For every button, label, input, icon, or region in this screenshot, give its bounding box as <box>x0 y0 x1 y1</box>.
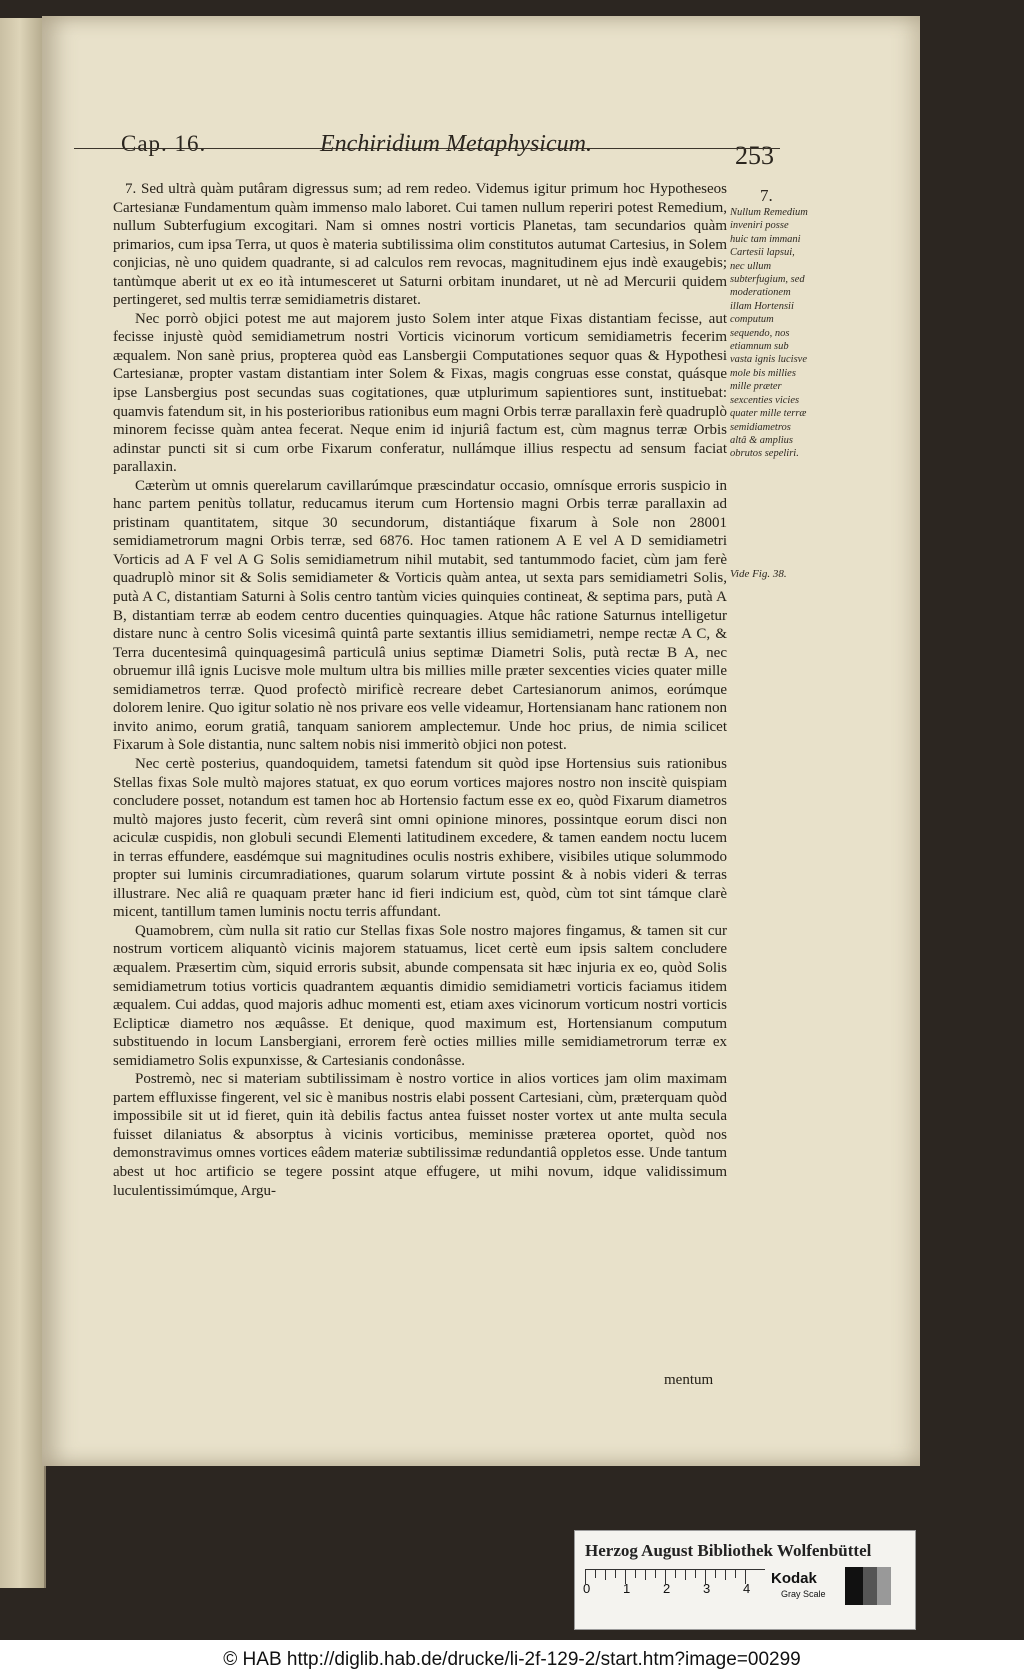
footer-bar <box>0 1640 1024 1680</box>
body-text <box>113 180 727 1200</box>
page-number: 253 <box>735 141 774 170</box>
running-head-title: Enchiridium Metaphysicum. <box>320 131 592 157</box>
sidenote-number: 7. <box>760 186 773 205</box>
gray-swatch-black <box>845 1567 863 1605</box>
paragraph: Nec porrò objici potest me aut majorem justo Solem inter atque Fixas distantiam fecisse, aut fecisse injustè quòd semidiametrum nostri Vorticis vicinorum vorticum semidiametris fecerim æqualem. Non sanè prius, propterea quòd eas Lansbergii Computationes sequor quas & Hypothesi Cartesianæ, propter vastam distantiam inter Solem & Fixas, magis congruas esse constat, quásque ipse Lansbergius post secundas suas cogitationes, quæ utplurimum sapientiores sunt, instituebat: quamvis fatendum sit, in his posterioribus rationibus eum magni Orbis terræ parallaxin ferè quadruplò minorem fecisse quàm antea fecerat. Neque enim id injuriâ factum est, cùm magnus terræ Orbis adinstar puncti sit si cum orbe Fixarum conferatur, nullámque illius respectu ad sensum faciat parallaxin. <box>113 310 727 476</box>
paragraph: Quamobrem, cùm nulla sit ratio cur Stellas fixas Sole nostro majores fingamus, & tamen sit cur nostrum vorticem aliquantò vicinis majorem statuamus, licet certè eum ipsis saltem concludere æqualem. Præsertim cùm, siquid erroris subsit, abunde compensata sit hæc injuria ex eo, quòd Solis semidiametrum totius vorticis quadrantem æquantis dimidio semidiametri vorticis faciamus itidem æqualem. Cui addas, quod majoris adhuc momenti est, etiam axes vicinorum vorticum nostri vorticis Eclipticæ diametro nos æquâsse. Et denique, quod maximum est, Hortensianum computum substituendo in locum Lansbergiani, errorem ferè octies millies mille semidiametrorum terræ ex semidiametro Solis expunxisse, & Cartesianis condonâsse. <box>113 922 727 1069</box>
ruler-tick <box>675 1570 676 1578</box>
ruler-tick <box>735 1570 736 1578</box>
ruler-tick <box>595 1570 596 1578</box>
ruler-tick <box>605 1570 606 1580</box>
paragraph: Nec certè posterius, quandoquidem, tametsi fatendum sit quòd ipse Hortensius suis rationibus Stellas fixas Sole multò majores statuat, ex quo eorum vortices majores nostro non inscitè quispiam concludere posset, notandum est tamen hoc ab Hortensio factum esse ex eo, quòd Fixarum diametros multò majores justo fecerit, cùm reverâ sint omni opinione minores, possintque eorum disci non aciculæ cuspidis, non globuli secundi Elementi latitudinem excedere, & tamen eandem noctu lucem in terras effundere, easdémque sui magnitudines oculis nostris exhibere, visibiles utique solummodo propter sui luminis circumradiationes, quarum solarum virtute possint & à nobis videri & terras illustrare. Nec aliâ re quaquam præter hanc id fieri indicium est, quòd, cùm tot sint támque clarè micent, tantillum tamen luminis noctu terris affundant. <box>113 755 727 921</box>
ruler-tick <box>695 1570 696 1578</box>
ruler-tick <box>715 1570 716 1578</box>
paragraph: Postremò, nec si materiam subtilissimam è nostro vortice in alios vortices jam olim maximam partem effluxisse fingerent, vel sic è manibus nostris elabi possent Cartesiani, cùm, præterquam quòd impossibile sit ut id fieret, quin ità debilis factus antea fuisset noster vortex ut ante multa secula fuisset dilaniatus & absorptus à vicinis vorticibus, meminisse præterea oportet, quòd nos demonstravimus omnes vortices eâdem materiæ subtilissimæ redundantiâ oppletos esse. Unde tantum abest ut hoc artificio se tegere possint atque effugere, ut mihi novum, idque validissimum luculentissimúmque, Argu- <box>113 1071 727 1199</box>
ruler-tick <box>685 1570 686 1580</box>
gray-swatch-dark <box>863 1567 877 1605</box>
running-head-chapter: Cap. 16. <box>121 131 207 156</box>
scale-number: 2 <box>663 1581 671 1596</box>
copyright-url: © HAB http://diglib.hab.de/drucke/li-2f-129-2/start.htm?image=00299 <box>223 1649 801 1670</box>
ruler-tick <box>635 1570 636 1578</box>
paragraph: Cæterùm ut omnis querelarum cavillarúmque præscindatur occasio, omnísque erroris suspicio in hanc partem penitùs tollatur, reducamus iterum cum Hortensio magni Orbis terræ parallaxin ad pristinam quantitatem, sitque 30 secundorum, distantiáque fixarum à Sole non 28001 semidiametrorum magni Orbis terræ, sed 6876. Hoc tamen rationem A E vel A D semidiametri Vorticis ad A F vel A G Solis semidiametrum nihil mutabit, sed tantummodo faciet, cùm jam ferè quadruplò minor sit & Solis semidiameter & Vorticis quàm antea, ut sexta pars semidiametri Solis, putà A C, distantiam Saturni à Solis centro tantùm vicies quinquies contineat, & septima pars, putà A B, distantiam terræ ab eodem centro ducenties quinquagies. Atque hâc ratione Saturnus intelligetur distare nunc à centro Solis vicesimâ quintâ parte sextantis illius semidiametri, nempe rectæ A C, & Terra ducentesimâ quinquagesimâ particulâ unius septimæ Diametri Solis, putà rectæ B A, nec obruemur illâ ignis Lucisve mole multum ultra bis millies mille præter sexcenties vicies quater mille semidiametros terræ. Quod profectò mirificè recreare debet Cartesianorum animos, eorúmque dolorem lenire. Quo igitur solatio nè nos privare eos velle videamur, Hortensianam hanc rationem non invito animo, eorum gratiâ, tanquam saniorem amplectemur. Unde hoc prius, de nimia scilicet Fixarum à Sole distantia, nunc saltem nobis nisi immeritò objici non potest. <box>113 477 727 754</box>
scale-number: 4 <box>743 1581 751 1596</box>
catchword: mentum <box>664 1372 714 1388</box>
gray-scale-label: Gray Scale <box>781 1589 826 1599</box>
header-rule <box>74 148 780 149</box>
scale-number: 3 <box>703 1581 711 1596</box>
scale-number: 1 <box>623 1581 631 1596</box>
paragraph: 7. Sed ultrà quàm putâram digressus sum; ad rem redeo. Videmus igitur primum hoc Hypotheseos Cartesianæ Fundamentum quàm immenso malo laboret. Cui tamen nullum reperiri potest Remedium, nullum Subterfugium excogitari. Nam si omnes nostri vorticis Planetas, tam secundarios quàm primarios, cum ipsa Terra, ut quos è materia subtilissima olim constitutos autumat Cartesius, in Solem conjicias, nè uno quidem quadrante, si ad calculos rem revocas, magnitudinem ejus indè exaugebis; tantùmque aberit ut ex eo ità intumesceret ut Saturni orbitam inundaret, ut nè ad Mercurii quidem pertingeret, sed multis terræ semidiametris distaret. <box>113 181 727 309</box>
ruler-tick <box>615 1570 616 1578</box>
figure-reference-note: Vide Fig. 38. <box>730 568 787 580</box>
ruler-tick <box>645 1570 646 1580</box>
color-reference-card <box>574 1530 916 1630</box>
kodak-logo: Kodak <box>771 1570 817 1587</box>
library-name: Herzog August Bibliothek Wolfenbüttel <box>585 1541 872 1560</box>
ruler-scale <box>585 1569 765 1600</box>
marginal-note: Nullum Remedium inveniri posse huic tam immani Cartesii lapsui, nec ullum subterfugium, sed moderationem illam Hortensii computum sequendo, nos etiamnum sub vasta ignis lucisve mole bis millies mille præter sexcenties vicies quater mille terræ semidiametros altâ & amplius obrutos sepeliri. <box>730 207 808 460</box>
previous-page-edge <box>0 18 46 1588</box>
ruler-tick <box>725 1570 726 1580</box>
ruler-tick <box>655 1570 656 1578</box>
scale-number: 0 <box>583 1581 591 1596</box>
gray-swatch-mid <box>877 1567 891 1605</box>
